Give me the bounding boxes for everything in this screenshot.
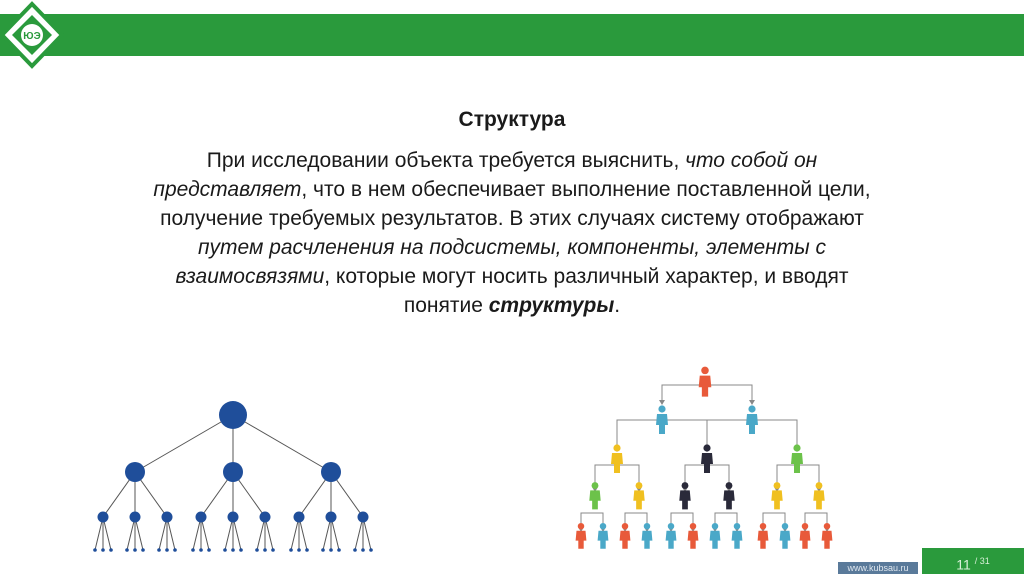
tree-node <box>358 512 369 523</box>
page-number: 11 $^{/ 31}$ <box>922 548 1024 574</box>
tree-node <box>228 512 239 523</box>
tree-node <box>133 548 137 552</box>
connector <box>707 420 752 451</box>
tree-node <box>353 548 357 552</box>
connector <box>662 385 695 404</box>
person-icon <box>611 444 623 473</box>
person-icon <box>576 523 587 549</box>
text-run: . <box>614 294 621 317</box>
tree-node <box>294 512 305 523</box>
tree-node <box>125 462 145 482</box>
paragraph-line <box>40 262 984 291</box>
slide-paragraph <box>40 146 984 320</box>
text-run: что собой он <box>685 149 818 172</box>
tree-node <box>109 548 113 552</box>
tree-node <box>141 548 145 552</box>
text-run: путем расчленения на подсистемы, компоненты, элементы с <box>197 236 827 259</box>
tree-node <box>271 548 275 552</box>
person-icon <box>642 523 653 549</box>
tree-node <box>321 462 341 482</box>
tree-node <box>191 548 195 552</box>
person-icon <box>800 523 811 549</box>
text-run: , что в нем обеспечивает выполнение поставленной цели, <box>301 178 871 201</box>
connector <box>707 465 729 491</box>
text-run: структуры <box>488 294 615 317</box>
tree-diagram <box>80 390 400 570</box>
tree-node <box>162 512 173 523</box>
person-icon <box>701 444 713 473</box>
tree-node <box>223 548 227 552</box>
person-icon <box>710 523 721 549</box>
person-icon <box>666 523 677 549</box>
tree-node <box>326 512 337 523</box>
person-icon <box>620 523 631 549</box>
connector <box>797 465 819 491</box>
tree-node <box>125 548 129 552</box>
tree-node <box>130 512 141 523</box>
text-run: взаимосвязями <box>175 265 325 288</box>
header-bar <box>0 14 1024 56</box>
tree-node <box>93 548 97 552</box>
connector <box>715 385 752 404</box>
tree-node <box>263 548 267 552</box>
tree-node <box>157 548 161 552</box>
tree-node <box>321 548 325 552</box>
person-icon <box>822 523 833 549</box>
person-icon <box>813 482 824 509</box>
tree-node <box>196 512 207 523</box>
tree-node <box>329 548 333 552</box>
person-icon <box>589 482 600 509</box>
person-icon <box>656 405 668 434</box>
tree-node <box>219 401 247 429</box>
person-icon <box>746 405 758 434</box>
connector <box>685 465 707 491</box>
tree-node <box>305 548 309 552</box>
connector <box>752 420 797 451</box>
tree-node <box>297 548 301 552</box>
paragraph-line <box>40 146 984 175</box>
paragraph-line <box>40 291 984 320</box>
tree-node <box>337 548 341 552</box>
tree-node <box>223 462 243 482</box>
person-icon <box>679 482 690 509</box>
text-run: получение требуемых результатов. В этих случаях систему отображают <box>160 207 864 230</box>
connector <box>617 465 639 491</box>
university-logo-icon <box>0 0 64 70</box>
tree-node <box>255 548 259 552</box>
person-icon <box>699 367 712 397</box>
person-icon <box>780 523 791 549</box>
page-total: 31 <box>979 556 990 566</box>
text-run: понятие <box>403 294 489 317</box>
person-icon <box>723 482 734 509</box>
person-icon <box>732 523 743 549</box>
paragraph-line <box>40 175 984 204</box>
connector <box>662 420 707 451</box>
tree-node <box>101 548 105 552</box>
tree-node <box>239 548 243 552</box>
tree-node <box>98 512 109 523</box>
text-run: При исследовании объекта требуется выяснить, <box>206 149 686 172</box>
connector <box>617 420 662 451</box>
tree-edge <box>233 415 331 472</box>
tree-edge <box>135 415 233 472</box>
tree-node <box>361 548 365 552</box>
tree-node <box>173 548 177 552</box>
arrowhead <box>659 400 665 405</box>
text-run: представляет <box>153 178 302 201</box>
people-hierarchy-diagram <box>565 365 865 555</box>
footer-site[interactable]: www.kubsau.ru <box>838 562 918 574</box>
tree-node <box>369 548 373 552</box>
paragraph-line <box>40 204 984 233</box>
person-icon <box>771 482 782 509</box>
tree-node <box>260 512 271 523</box>
person-icon <box>598 523 609 549</box>
person-icon <box>758 523 769 549</box>
tree-node <box>207 548 211 552</box>
person-icon <box>791 444 803 473</box>
text-run: , которые могут носить различный характер, и вводят <box>324 265 849 288</box>
tree-node <box>165 548 169 552</box>
person-icon <box>633 482 644 509</box>
page-current: 11 <box>956 556 971 573</box>
tree-node <box>231 548 235 552</box>
paragraph-line <box>40 233 984 262</box>
connector <box>595 465 617 491</box>
tree-node <box>289 548 293 552</box>
arrowhead <box>749 400 755 405</box>
person-icon <box>688 523 699 549</box>
svg-text:ЮЭ: ЮЭ <box>23 31 41 42</box>
slide-title: Структура <box>458 108 566 131</box>
tree-node <box>199 548 203 552</box>
